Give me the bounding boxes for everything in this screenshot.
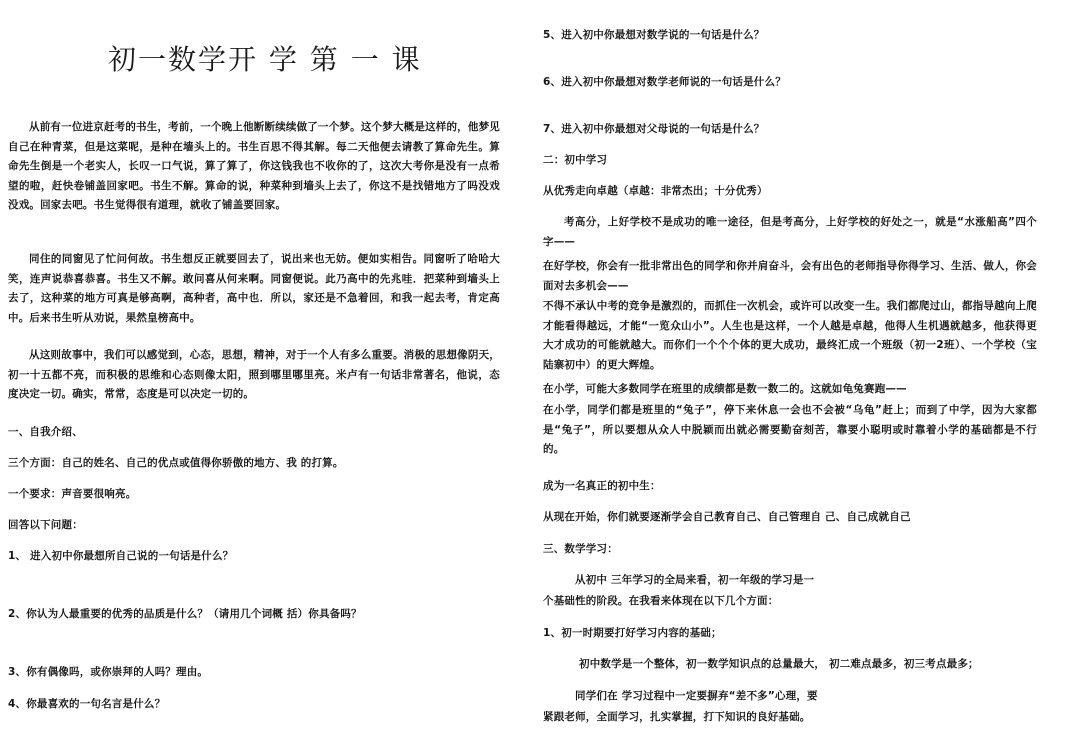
study-paragraph-4: 在小学，可能大多数同学在班里的成绩都是数一数二的。这就如龟兔赛跑—— (543, 383, 907, 395)
true-junior-student-line: 成为一名真正的初中生： (543, 480, 661, 492)
answer-questions-line: 回答以下问题： (8, 519, 83, 531)
excellence-subheading: 从优秀走向卓越（卓越：非常杰出；十分优秀） (543, 185, 768, 197)
section-heading-junior-study: 二：初中学习 (543, 154, 608, 166)
math-overview-line-1: 从初中 三年学习的全局来看，初一年级的学习是一 (575, 574, 815, 586)
self-management-line: 从现在开始，你们就要逐渐学会自己教育自己、自己管理自 己、自己成就自己 (543, 511, 911, 523)
question-3: 3、你有偶像吗，或你崇拜的人吗？理由。 (8, 666, 209, 678)
question-4: 4、你最喜欢的一句名言是什么？ (8, 698, 166, 710)
three-aspects-line: 三个方面：自己的姓名、自己的优点或值得你骄傲的地方、我 的打算。 (8, 457, 344, 469)
math-overview-line-2: 个基础性的阶段。在我看来体现在以下几个方面： (543, 595, 779, 607)
math-advice-line-2: 紧跟老师，全面学习，扎实掌握，打下知识的良好基础。 (543, 711, 811, 723)
study-paragraph-5: 在小学，同学们都是班里的“兔子”，停下来休息一会也不会被“乌龟”赶上；而到了中学，因为大家都是“兔子”，所以要想从众人中脱颖而出就必需要勤奋刻苦，靠要小聪明或时靠着小学的基础都是不行的。 (543, 404, 1037, 455)
study-paragraph-2: 在好学校，你会有一批非常出色的同学和你并肩奋斗，会有出色的老师指导你得学习、生活、做人，你会面对去多机会—— (543, 260, 1037, 292)
page-title: 初一数学开 学 第 一 课 (108, 43, 422, 76)
study-paragraph-3: 不得不承认中考的竞争是激烈的，而抓住一次机会，或许可以改变一生。我们都爬过山，都指导越向上爬才能看得越远，才能“一览众山小”。人生也是这样，一个人越是卓越，他得人生机遇就越多，他获得更大才成功的可能就越大。而你们一个个个体的更大成功，最终汇成一个班级（初一2班）、一个学校（宝陆寨初中）的更大辉煌。 (543, 300, 1037, 371)
question-5: 5、进入初中你最想对数学说的一句话是什么？ (543, 29, 765, 41)
story-paragraph-3: 从这则故事中，我们可以感觉到，心态，思想，精神，对于一个人有多么重要。消极的思想像阴天，初一十五都不亮，而积极的思维和心态则像太阳，照到哪里哪里亮。米卢有一句话非常著名，他说，态度决定一切。确实，常常，态度是可以决定一切的。 (8, 349, 500, 400)
math-point-1-detail: 初中数学是一个整体，初一数学知识点的总量最大， 初二难点最多，初三考点最多； (579, 658, 979, 670)
study-paragraph-1: 考高分，上好学校不是成功的唯一途径，但是考高分，上好学校的好处之一，就是“水涨船高”四个字—— (543, 216, 1037, 248)
math-point-1: 1、初一时期要打好学习内容的基础； (543, 627, 722, 639)
one-requirement-line: 一个要求：声音要很响亮。 (8, 488, 137, 500)
math-advice-line-1: 同学们在 学习过程中一定要摒弃“差不多”心理，要 (575, 690, 818, 702)
question-7: 7、进入初中你最想对父母说的一句话是什么？ (543, 123, 765, 135)
section-heading-math-study: 三、数学学习： (543, 543, 618, 555)
story-paragraph-1: 从前有一位进京赶考的书生，考前，一个晚上他断断续续做了一个梦。这个梦大概是这样的，他梦见自己在种青菜，但是这菜呢，是种在墙头上的。书生百思不得其解。每二天他便去请教了算命先生。算命先生倒是一个老实人，长叹一口气说，算了算了，你这钱我也不收你的了，这次大考你是没有一点希望的啦，赶快卷铺盖回家吧。书生不解。算命的说，种菜种到墙头上去了，你这不是找错地方了吗没戏没戏。回家去吧。书生觉得很有道理，就收了铺盖要回家。 (8, 121, 500, 211)
section-heading-self-intro: 一、自我介绍、 (8, 426, 83, 438)
story-paragraph-2: 同住的同窗见了忙问何故。书生想反正就要回去了，说出来也无妨。便如实相告。同窗听了哈哈大笑，连声说恭喜恭喜。书生又不解。敢问喜从何来啊。同窗便说。此乃高中的先兆哇．把菜种到墙头上去了，这种菜的地方可真是够高啊，高种者，高中也．所以，家还是不急着回，和我一起去考，肯定高中。后来书生听从劝说，果然皇榜高中。 (8, 253, 500, 324)
question-1: 1、 进入初中你最想所自己说的一句话是什么？ (8, 550, 234, 562)
question-6: 6、进入初中你最想对数学老师说的一句话是什么？ (543, 76, 786, 88)
question-2: 2、你认为人最重要的优秀的品质是什么？（请用几个词概 括）你具备吗？ (8, 608, 362, 620)
